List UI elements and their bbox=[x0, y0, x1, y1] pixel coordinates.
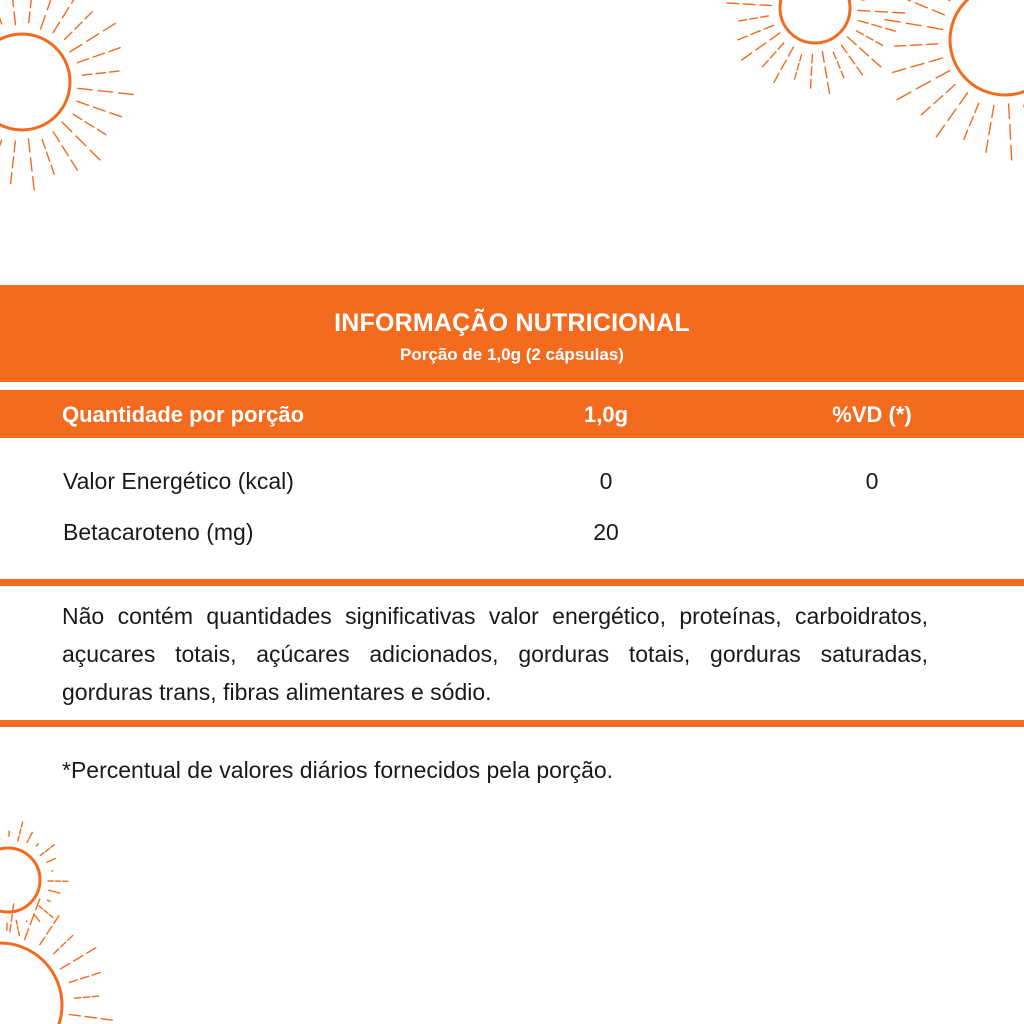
column-header-amount: 1,0g bbox=[583, 402, 629, 427]
column-header-quantity: Quantidade por porção bbox=[62, 402, 305, 427]
table-row bbox=[0, 462, 1024, 502]
nutrient-amount: 0 bbox=[599, 468, 613, 494]
serving-size: Porção de 1,0g (2 cápsulas) bbox=[400, 345, 624, 364]
table-row bbox=[0, 513, 1024, 553]
divider bbox=[0, 579, 1024, 586]
divider bbox=[0, 720, 1024, 727]
page-title: INFORMAÇÃO NUTRICIONAL bbox=[334, 309, 690, 337]
nutrient-name: Betacaroteno (mg) bbox=[63, 519, 254, 545]
footnote: *Percentual de valores diários fornecidos pela porção. bbox=[62, 757, 614, 783]
nutrient-amount: 20 bbox=[593, 519, 619, 545]
column-header-vd: %VD (*) bbox=[832, 402, 912, 427]
nutrition-header bbox=[0, 285, 1024, 382]
disclaimer-text: Não contém quantidades significativas valor energético, proteínas, carboidratos, açucares totais, açúcares adicionados, gorduras totais, gorduras saturadas, gorduras trans, fibras alimentares e sódio. bbox=[62, 603, 928, 705]
nutrient-name: Valor Energético (kcal) bbox=[63, 468, 294, 494]
nutrient-vd: 0 bbox=[865, 468, 879, 494]
table-header-row bbox=[0, 390, 1024, 438]
